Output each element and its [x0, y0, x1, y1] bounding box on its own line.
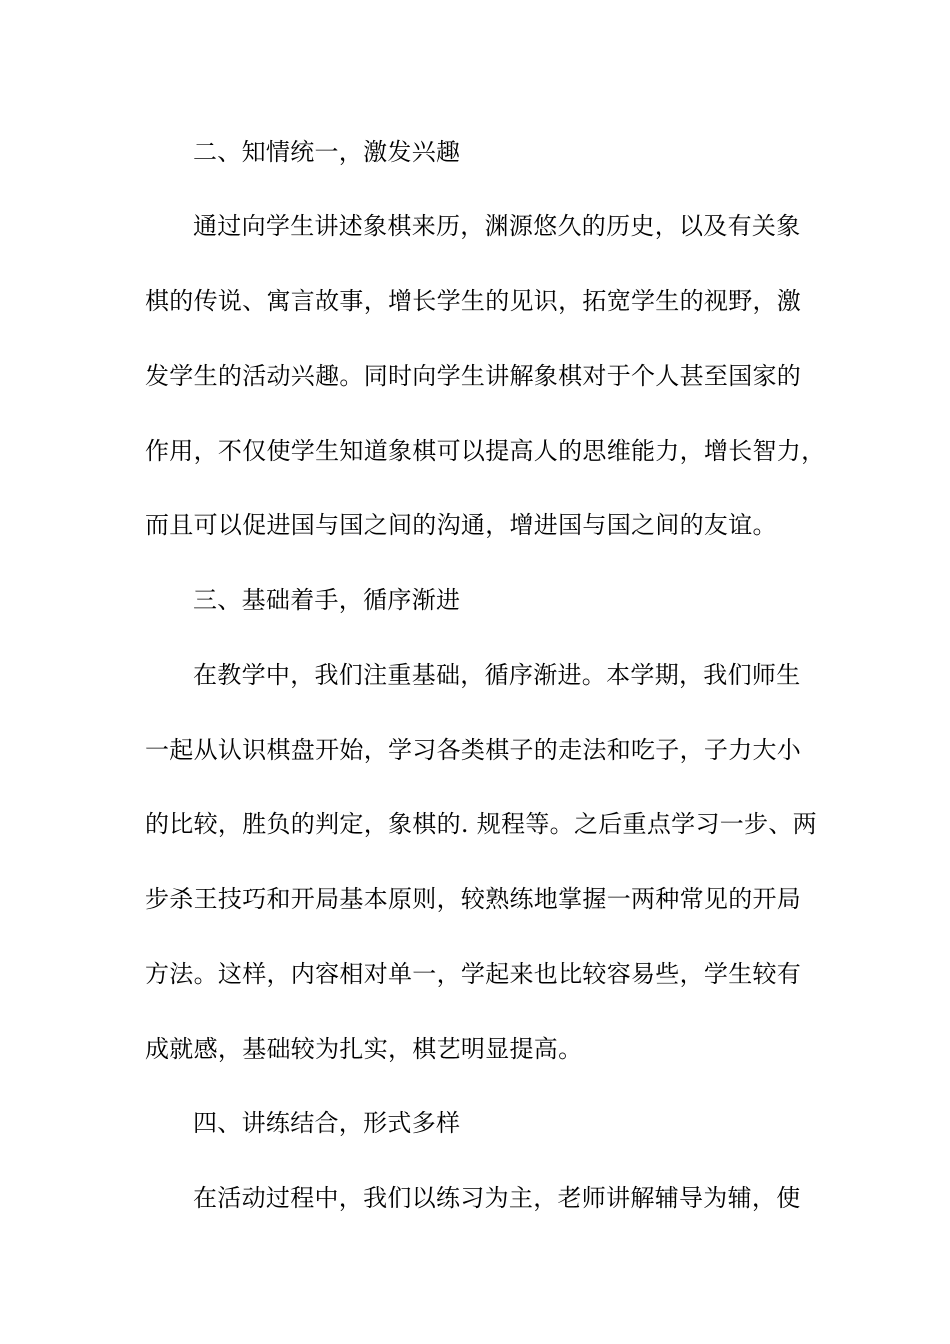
- section-heading-3: 三、基础着手，循序渐进: [193, 586, 461, 614]
- paragraph-line: 方法。这样，内容相对单一，学起来也比较容易些，学生较有: [145, 960, 802, 988]
- paragraph-line: 在教学中，我们注重基础，循序渐进。本学期，我们师生: [193, 661, 801, 689]
- section-heading-2: 二、知情统一，激发兴趣: [193, 138, 461, 166]
- paragraph-line: 步杀王技巧和开局基本原则，较熟练地掌握一两种常见的开局: [145, 885, 802, 913]
- paragraph-line: 的比较，胜负的判定，象棋的. 规程等。之后重点学习一步、两: [145, 810, 817, 838]
- paragraph-line: 一起从认识棋盘开始，学习各类棋子的走法和吃子，子力大小: [145, 736, 802, 764]
- paragraph-line: 在活动过程中，我们以练习为主，老师讲解辅导为辅，使: [193, 1184, 801, 1212]
- paragraph-line: 通过向学生讲述象棋来历，渊源悠久的历史，以及有关象: [193, 212, 801, 240]
- paragraph-line: 发学生的活动兴趣。同时向学生讲解象棋对于个人甚至国家的: [145, 362, 802, 390]
- section-heading-4: 四、讲练结合，形式多样: [193, 1109, 461, 1137]
- paragraph-line: 作用，不仅使学生知道象棋可以提高人的思维能力，增长智力，: [145, 437, 826, 465]
- paragraph-line: 而且可以促进国与国之间的沟通，增进国与国之间的友谊。: [145, 511, 777, 539]
- paragraph-line: 成就感，基础较为扎实，棋艺明显提高。: [145, 1035, 583, 1063]
- paragraph-line: 棋的传说、寓言故事，增长学生的见识，拓宽学生的视野，激: [145, 287, 802, 315]
